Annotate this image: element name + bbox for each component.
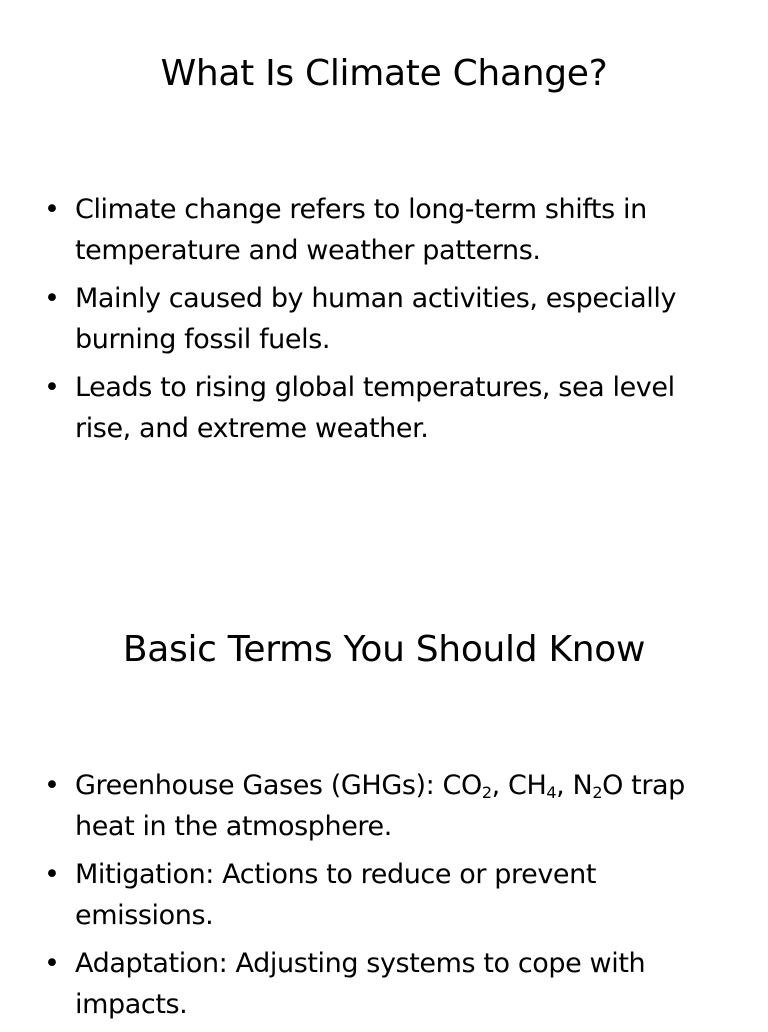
ghg-prefix: Greenhouse Gases (GHGs): CO [75,770,482,801]
co2-subscript: 2 [481,783,492,802]
bullet-dot-icon: • [44,948,60,979]
slide-title: Basic Terms You Should Know [122,629,646,670]
n2o-subscript: 2 [592,783,603,802]
bullet-text: Mainly caused by human activities, especially burning fossil fuels. [75,283,677,355]
slide-title: What Is Climate Change? [160,53,608,94]
bullet-greenhouse-gases [0,765,768,847]
bullet-mitigation [0,854,768,936]
bullet-adaptation [0,943,768,1025]
ghg-sep-1: , CH [491,770,547,801]
bullet-definition [0,189,768,271]
bullet-causes [0,278,768,360]
bullet-text [75,770,685,842]
slide-what-is-climate-change [0,0,768,512]
bullet-dot-icon: • [44,283,60,314]
bullet-dot-icon: • [44,372,60,403]
bullet-text: Leads to rising global temperatures, sea level rise, and extreme weather. [75,372,675,444]
bullet-text: Adaptation: Adjusting systems to cope with impacts. [75,948,646,1020]
bullet-dot-icon: • [44,859,60,890]
bullet-dot-icon: • [44,770,60,801]
ghg-sep-2: , N [556,770,593,801]
slide-basic-terms [0,576,768,1024]
bullet-list [0,189,768,456]
ghg-suffix: O trap heat in the atmosphere. [75,770,685,842]
bullet-list [0,765,768,1032]
ch4-subscript: 4 [546,783,557,802]
bullet-effects [0,367,768,449]
bullet-text: Mitigation: Actions to reduce or prevent emissions. [75,859,597,931]
bullet-dot-icon: • [44,194,60,225]
bullet-text: Climate change refers to long-term shifts in temperature and weather patterns. [75,194,647,266]
